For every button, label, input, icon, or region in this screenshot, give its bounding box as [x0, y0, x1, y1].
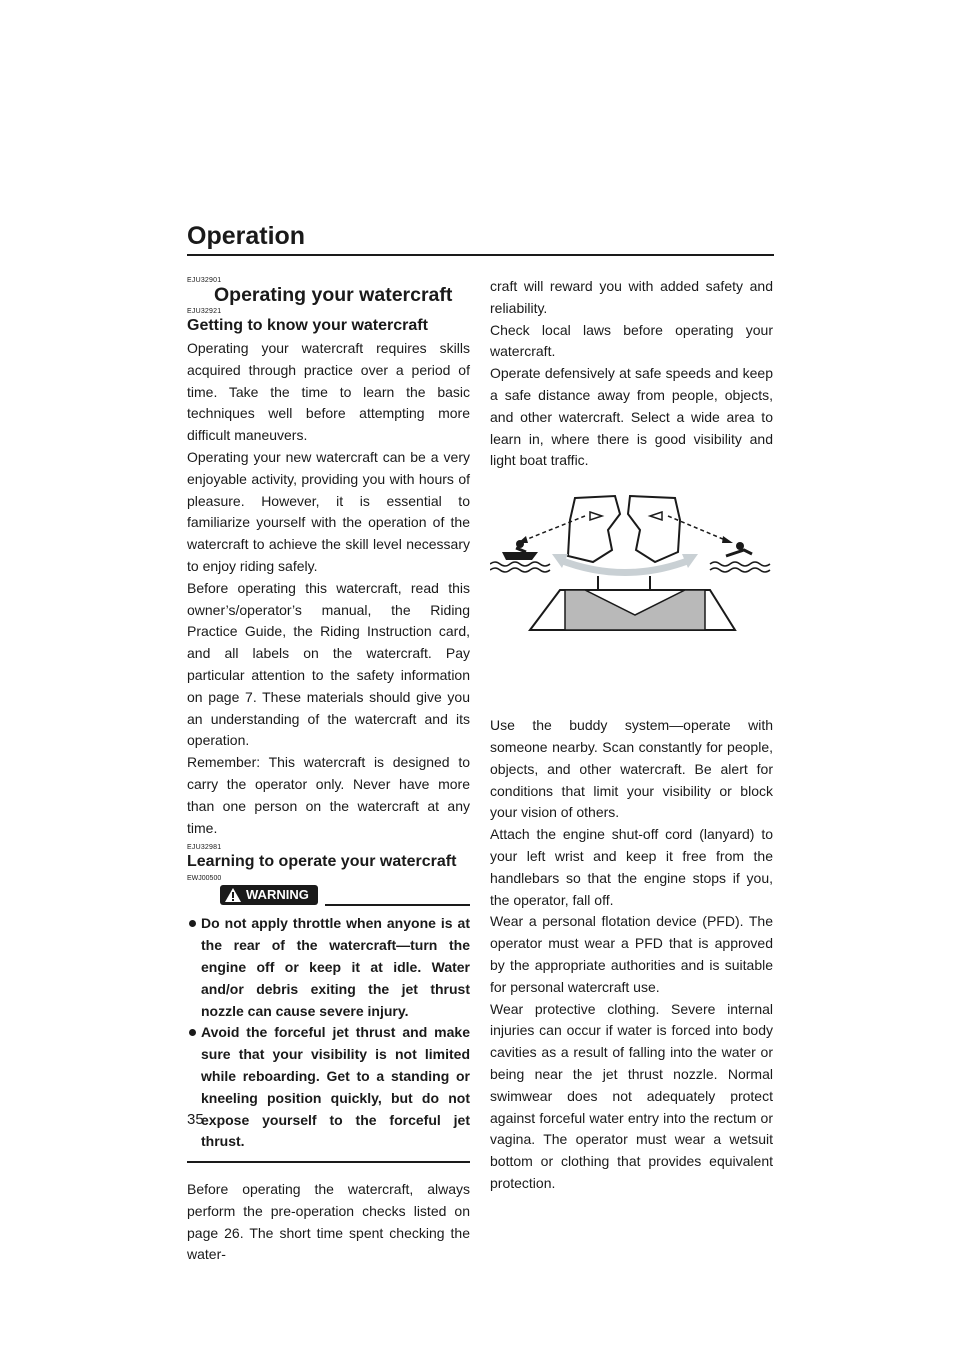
page-number: 35	[187, 1111, 204, 1128]
warning-code: EWJ00500	[187, 875, 222, 883]
title-rule	[187, 254, 774, 256]
paragraph: Wear a personal flotation device (PFD). The operator must wear a PFD that is approved by the appropriate authorities and is suitable for personal watercraft use.	[490, 913, 773, 995]
warning-item: Avoid the forceful jet thrust and make sure that your visibility is not limited while reboarding. Get to a standing or kneeling position quickly, but do not expose yourself to the forceful jet thrust.	[187, 1022, 470, 1153]
paragraph: Operating your new watercraft can be a very enjoyable activity, providing you with hours of pleasure. However, it is essential to familiarize yourself with the operation of the watercraft to achieve the skill level necessary to enjoy riding safely.	[187, 448, 470, 574]
warning-triangle-icon	[224, 887, 242, 903]
reference-code: EJU32921	[187, 308, 222, 315]
paragraph: Use the buddy system—operate with someone nearby. Scan constantly for people, objects, and other watercraft. Be alert for conditions that limit your visibility or block your vision of others.	[490, 717, 773, 821]
lookout-illustration	[490, 490, 773, 680]
paragraph: Before operating this watercraft, read this owner’s/operator’s manual, the Riding Practice Guide, the Riding Instruction card, and all labels on the watercraft. Pay particular attention to the safety information on page 7. These materials should give you an understanding of the watercraft and its operation.	[187, 579, 470, 749]
page-title: Operation	[187, 222, 306, 250]
subsection-title: Getting to know your watercraft	[187, 317, 428, 334]
paragraph: Operating your watercraft requires skills acquired through practice over a period of time. Take the time to learn the basic techniques well before attempting more difficult maneuvers.	[187, 340, 470, 444]
paragraph: Attach the engine shut-off cord (lanyard) to your left wrist and keep it free from the handlebars so that the engine stops if you, the operator, fall off.	[490, 826, 773, 908]
warning-rule	[187, 1161, 470, 1163]
paragraph: Operate defensively at safe speeds and keep a safe distance away from people, objects, and other watercraft. Select a wide area to learn in, where there is good visibility and light boat traffic.	[490, 365, 773, 469]
paragraph: Check local laws before operating your watercraft.	[490, 321, 773, 360]
paragraph: Remember: This watercraft is designed to carry the operator only. Never have more than one person on the watercraft at any time.	[187, 754, 470, 836]
reference-code: EJU32901	[187, 277, 222, 284]
reference-code: EJU32981	[187, 844, 222, 852]
paragraph: Wear protective clothing. Severe internal injuries can occur if water is forced into body cavities as a result of falling into the water or being near the jet thrust nozzle. Normal swimwear does not adequately protect against forceful water entry into the rectum or vagina. The operator must wear a wetsuit bottom or clothing that provides equivalent protection.	[490, 1000, 773, 1191]
warning-badge	[220, 885, 318, 905]
left-column	[187, 276, 470, 1266]
warning-rule	[325, 904, 470, 906]
right-column	[490, 276, 773, 1195]
paragraph: craft will reward you with added safety and reliability.	[490, 278, 773, 316]
warning-item: Do not apply throttle when anyone is at the rear of the watercraft—turn the engine off or keep it at idle. Water and/or debris exiting the jet thrust nozzle can cause severe injury.	[187, 913, 470, 1022]
warning-label: WARNING	[246, 887, 309, 903]
warning-header	[187, 885, 470, 907]
section-title: Operating your watercraft	[214, 284, 453, 306]
subsection-title: Learning to operate your watercraft	[187, 853, 457, 871]
warning-list	[187, 913, 470, 1153]
paragraph: Before operating the watercraft, always perform the pre-operation checks listed on page 26. The short time spent checking the water-	[187, 1181, 470, 1263]
